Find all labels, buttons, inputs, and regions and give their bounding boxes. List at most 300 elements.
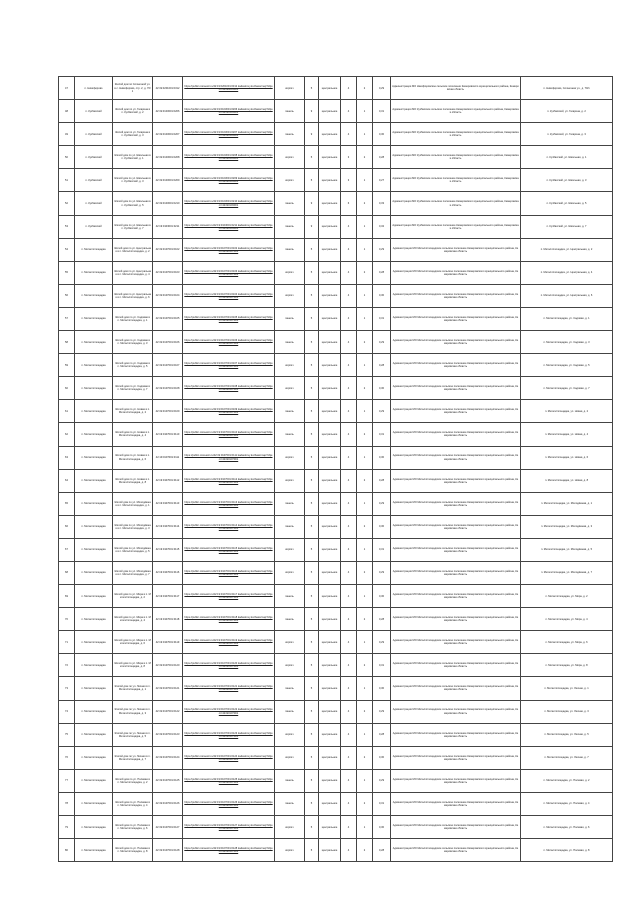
table-row [59, 561, 613, 584]
cadastral-number-cell: 42:19:0107001:0115 [153, 538, 183, 561]
table-row [59, 816, 613, 839]
wall-material-cell: кирпич [275, 654, 305, 677]
map-link-cell[interactable]: https://public.rosreestr.ru/42:19:0103001:0206 kadastrovy.kuzbass/map?object=42190103001 [183, 100, 275, 123]
apartments-cell: 2 [357, 700, 373, 723]
map-link-cell[interactable]: https://public.rosreestr.ru/42:19:0107001:0118 kadastrovy.kuzbass/map?object=42190107001 [183, 608, 275, 631]
heating-type-cell: центральное [319, 377, 341, 400]
entrances-cell: 3 [341, 169, 357, 192]
cadastral-number-cell: 42:19:0201001:0312 [153, 77, 183, 100]
responsible-organization-cell: Администрация МО Металлплощадское сельское поселение Кемеровского муниципального района, Кемеровская область [391, 723, 521, 746]
settlement-cell: п. Металлплощадка [75, 238, 113, 261]
cadastral-number-cell: 42:19:0107001:0103 [153, 261, 183, 284]
wear-ratio-cell: 0,28 [373, 261, 391, 284]
table-row [59, 169, 613, 192]
row-number-cell: 57 [59, 307, 75, 330]
entrances-cell: 3 [341, 146, 357, 169]
settlement-cell: п. Металлплощадка [75, 423, 113, 446]
cadastral-number-cell: 42:19:0107001:0106 [153, 331, 183, 354]
apartments-cell: 2 [357, 331, 373, 354]
building-description-cell: Жилой дом по ул. Школьная в п. Кузбасский, д. 7 [113, 215, 153, 238]
map-link-cell[interactable]: https://public.rosreestr.ru/42:19:0107001:0109 kadastrovy.kuzbass/map?object=42190107001 [183, 400, 275, 423]
building-description-cell: Жилой дом по ул. Мира в п. Металлплощадка, д. 8 [113, 654, 153, 677]
settlement-cell: п. Металлплощадка [75, 354, 113, 377]
responsible-organization-cell: Администрация МО Кузбасское сельское поселение Кемеровского муниципального района, Кемеровская область [391, 192, 521, 215]
wall-material-cell: панель [275, 515, 305, 538]
row-number-cell: 48 [59, 100, 75, 123]
apartments-cell: 2 [357, 377, 373, 400]
entrances-cell: 4 [341, 469, 357, 492]
wall-material-cell: панель [275, 677, 305, 700]
building-description-cell: Жилой дом по ул. Молодёжная в п. Металлплощадка, д. 1 [113, 492, 153, 515]
wear-ratio-cell: 0,29 [373, 769, 391, 792]
heating-type-cell: центральное [319, 331, 341, 354]
heating-type-cell: центральное [319, 561, 341, 584]
responsible-organization-cell: Администрация МО Никифоровское сельское поселение Кемеровского муниципального района, Кемеровская область [391, 77, 521, 100]
wear-ratio-cell: 0,29 [373, 492, 391, 515]
settlement-cell: п. Металлплощадка [75, 469, 113, 492]
map-link-cell[interactable]: https://public.rosreestr.ru/42:19:0107001:0105 kadastrovy.kuzbass/map?object=42190107001 [183, 307, 275, 330]
cadastral-number-cell: 42:19:0107001:0126 [153, 792, 183, 815]
map-link-cell[interactable]: https://public.rosreestr.ru/42:19:0107001:0122 kadastrovy.kuzbass/map?object=42190107001 [183, 700, 275, 723]
responsible-organization-cell: Администрация МО Металлплощадское сельское поселение Кемеровского муниципального района, Кемеровская область [391, 284, 521, 307]
table-row [59, 492, 613, 515]
building-description-cell: Жилой дом по ул. Лесная в п. Металлплощадка, д. 5 [113, 723, 153, 746]
entrances-cell: 4 [341, 261, 357, 284]
apartments-cell: 2 [357, 515, 373, 538]
floors-cell: 5 [305, 746, 319, 769]
map-link-cell[interactable]: https://public.rosreestr.ru/42:19:0107001:0123 kadastrovy.kuzbass/map?object=42190107001 [183, 723, 275, 746]
row-number-cell: 65 [59, 492, 75, 515]
heating-type-cell: центральное [319, 839, 341, 862]
map-link-cell[interactable]: https://public.rosreestr.ru/42:19:0107001:0104 kadastrovy.kuzbass/map?object=42190107001 [183, 284, 275, 307]
floors-cell: 5 [305, 723, 319, 746]
apartments-cell: 2 [357, 746, 373, 769]
row-number-cell: 66 [59, 515, 75, 538]
row-number-cell: 60 [59, 377, 75, 400]
settlement-cell: п. Металлплощадка [75, 585, 113, 608]
cadastral-number-cell: 42:19:0107001:0102 [153, 238, 183, 261]
responsible-organization-cell: Администрация МО Металлплощадское сельское поселение Кемеровского муниципального района, Кемеровская область [391, 400, 521, 423]
table-row [59, 608, 613, 631]
address-cell: п. Металлплощадка, ул. Полевая, д. 6 [521, 816, 613, 839]
row-number-cell: 62 [59, 423, 75, 446]
building-description-cell: Жилой дом по ул. Молодёжная в п. Металлплощадка, д. 7 [113, 561, 153, 584]
wear-ratio-cell: 0,29 [373, 77, 391, 100]
cadastral-number-cell: 42:19:0107001:0109 [153, 400, 183, 423]
settlement-cell: п. Металлплощадка [75, 331, 113, 354]
row-number-cell: 64 [59, 469, 75, 492]
map-link-cell[interactable]: https://public.rosreestr.ru/42:19:0107001:0119 kadastrovy.kuzbass/map?object=42190107001 [183, 631, 275, 654]
heating-type-cell: центральное [319, 100, 341, 123]
map-link-cell[interactable]: https://public.rosreestr.ru/42:19:0201001:0312 kadastrovy.kuzbass/map?object=42190201001 [183, 77, 275, 100]
address-cell: п. Кузбасский, ул. Школьная, д. 7 [521, 215, 613, 238]
address-cell: п. Металлплощадка, ул. Лесная, д. 5 [521, 723, 613, 746]
row-number-cell: 68 [59, 561, 75, 584]
address-cell: п. Металлплощадка, ул. Молодёжная, д. 7 [521, 561, 613, 584]
responsible-organization-cell: Администрация МО Металлплощадское сельское поселение Кемеровского муниципального района, Кемеровская область [391, 700, 521, 723]
wall-material-cell: панель [275, 238, 305, 261]
cadastral-number-cell: 42:19:0107001:0119 [153, 631, 183, 654]
wear-ratio-cell: 0,29 [373, 700, 391, 723]
map-link-cell[interactable]: https://public.rosreestr.ru/42:19:0107001:0115 kadastrovy.kuzbass/map?object=42190107001 [183, 538, 275, 561]
wall-material-cell: кирпич [275, 746, 305, 769]
entrances-cell: 4 [341, 77, 357, 100]
floors-cell: 5 [305, 446, 319, 469]
wall-material-cell: кирпич [275, 261, 305, 284]
building-description-cell: Жилой дом по ул. Гагарина в п. Кузбасский, д. 3 [113, 123, 153, 146]
settlement-cell: п. Металлплощадка [75, 700, 113, 723]
wall-material-cell: панель [275, 400, 305, 423]
address-cell: п. Металлплощадка, ул. Молодёжная, д. 3 [521, 515, 613, 538]
heating-type-cell: центральное [319, 215, 341, 238]
map-link-cell[interactable]: https://public.rosreestr.ru/42:19:0107001:0110 kadastrovy.kuzbass/map?object=42190107001 [183, 423, 275, 446]
address-cell: п. Кузбасский, ул. Гагарина, д. 2 [521, 100, 613, 123]
map-link-cell[interactable]: https://public.rosreestr.ru/42:19:0107001:0125 kadastrovy.kuzbass/map?object=42190107001 [183, 769, 275, 792]
cadastral-number-cell: 42:19:0103001:0206 [153, 100, 183, 123]
entrances-cell: 4 [341, 631, 357, 654]
wall-material-cell: кирпич [275, 284, 305, 307]
cadastral-number-cell: 42:19:0107001:0127 [153, 816, 183, 839]
floors-cell: 5 [305, 284, 319, 307]
address-cell: п. Металлплощадка, ул. Мира, д. 8 [521, 654, 613, 677]
apartments-cell: 1 [357, 400, 373, 423]
map-link-cell[interactable]: https://public.rosreestr.ru/42:19:0107001:0127 kadastrovy.kuzbass/map?object=42190107001 [183, 816, 275, 839]
map-link-cell[interactable]: https://public.rosreestr.ru/42:19:0107001:0117 kadastrovy.kuzbass/map?object=42190107001 [183, 585, 275, 608]
heating-type-cell: центральное [319, 816, 341, 839]
table-row [59, 423, 613, 446]
wall-material-cell: кирпич [275, 377, 305, 400]
apartments-cell: 1 [357, 238, 373, 261]
entrances-cell: 4 [341, 492, 357, 515]
responsible-organization-cell: Администрация МО Металлплощадское сельское поселение Кемеровского муниципального района, Кемеровская область [391, 585, 521, 608]
heating-type-cell: центральное [319, 631, 341, 654]
floors-cell: 9 [305, 215, 319, 238]
table-row [59, 77, 613, 100]
map-link-cell[interactable]: https://public.rosreestr.ru/42:19:0107001:0126 kadastrovy.kuzbass/map?object=42190107001 [183, 792, 275, 815]
floors-cell: 5 [305, 77, 319, 100]
wear-ratio-cell: 0,28 [373, 608, 391, 631]
building-description-cell: Жилой дом по ул. Садовая в п. Металлплощадка, д. 1 [113, 307, 153, 330]
wall-material-cell: панель [275, 215, 305, 238]
table-row [59, 654, 613, 677]
entrances-cell: 4 [341, 561, 357, 584]
cadastral-number-cell: 42:19:0103001:0210 [153, 192, 183, 215]
responsible-organization-cell: Администрация МО Металлплощадское сельское поселение Кемеровского муниципального района, Кемеровская область [391, 839, 521, 862]
floors-cell: 9 [305, 123, 319, 146]
map-link-cell[interactable]: https://public.rosreestr.ru/42:19:0107001:0107 kadastrovy.kuzbass/map?object=42190107001 [183, 354, 275, 377]
row-number-cell: 63 [59, 446, 75, 469]
wear-ratio-cell: 0,30 [373, 377, 391, 400]
row-number-cell: 69 [59, 585, 75, 608]
map-link-cell[interactable]: https://public.rosreestr.ru/42:19:0107001:0113 kadastrovy.kuzbass/map?object=42190107001 [183, 492, 275, 515]
wear-ratio-cell: 0,28 [373, 723, 391, 746]
heating-type-cell: центральное [319, 469, 341, 492]
entrances-cell: 4 [341, 123, 357, 146]
map-link-cell[interactable]: https://public.rosreestr.ru/42:19:0107001:0121 kadastrovy.kuzbass/map?object=42190107001 [183, 677, 275, 700]
settlement-cell: п. Металлплощадка [75, 307, 113, 330]
apartments-cell: 1 [357, 215, 373, 238]
wear-ratio-cell: 0,28 [373, 146, 391, 169]
map-link-cell[interactable]: https://public.rosreestr.ru/42:19:0103001:0210 kadastrovy.kuzbass/map?object=42190103001 [183, 192, 275, 215]
cadastral-number-cell: 42:19:0103001:0209 [153, 169, 183, 192]
responsible-organization-cell: Администрация МО Металлплощадское сельское поселение Кемеровского муниципального района, Кемеровская область [391, 792, 521, 815]
responsible-organization-cell: Администрация МО Металлплощадское сельское поселение Кемеровского муниципального района, Кемеровская область [391, 377, 521, 400]
responsible-organization-cell: Администрация МО Металлплощадское сельское поселение Кемеровского муниципального района, Кемеровская область [391, 746, 521, 769]
floors-cell: 5 [305, 492, 319, 515]
entrances-cell: 4 [341, 400, 357, 423]
building-description-cell: Жилой дом по ул. Полевая в п. Металлплощадка, д. 8 [113, 839, 153, 862]
row-number-cell: 78 [59, 792, 75, 815]
address-cell: п. Металлплощадка, ул. Центральная, д. 2 [521, 238, 613, 261]
map-link-cell[interactable]: https://public.rosreestr.ru/42:19:0107001:0114 kadastrovy.kuzbass/map?object=42190107001 [183, 515, 275, 538]
responsible-organization-cell: Администрация МО Металлплощадское сельское поселение Кемеровского муниципального района, Кемеровская область [391, 331, 521, 354]
map-link-cell[interactable]: https://public.rosreestr.ru/42:19:0107001:0120 kadastrovy.kuzbass/map?object=42190107001 [183, 654, 275, 677]
heating-type-cell: центральное [319, 608, 341, 631]
address-cell: п. Металлплощадка, ул. Новая, д. 6 [521, 446, 613, 469]
building-description-cell: Жилой дом по ул. Новая в п. Металлплощадка, д. 6 [113, 446, 153, 469]
table-row [59, 261, 613, 284]
responsible-organization-cell: Администрация МО Металлплощадское сельское поселение Кемеровского муниципального района, Кемеровская область [391, 492, 521, 515]
row-number-cell: 70 [59, 608, 75, 631]
entrances-cell: 4 [341, 723, 357, 746]
settlement-cell: п. Металлплощадка [75, 654, 113, 677]
apartments-cell: 1 [357, 492, 373, 515]
wall-material-cell: панель [275, 192, 305, 215]
wear-ratio-cell: 0,28 [373, 469, 391, 492]
wall-material-cell: панель [275, 585, 305, 608]
cadastral-number-cell: 42:19:0107001:0122 [153, 700, 183, 723]
address-cell: п. Кузбасский, ул. Школьная, д. 1 [521, 146, 613, 169]
wear-ratio-cell: 0,27 [373, 169, 391, 192]
table-row [59, 538, 613, 561]
map-link-cell[interactable]: https://public.rosreestr.ru/42:19:0107001:0116 kadastrovy.kuzbass/map?object=42190107001 [183, 561, 275, 584]
floors-cell: 5 [305, 354, 319, 377]
floors-cell: 9 [305, 100, 319, 123]
address-cell: п. Металлплощадка, ул. Мира, д. 4 [521, 608, 613, 631]
cadastral-number-cell: 42:19:0107001:0104 [153, 284, 183, 307]
heating-type-cell: центральное [319, 423, 341, 446]
wear-ratio-cell: 0,30 [373, 746, 391, 769]
apartments-cell: 1 [357, 446, 373, 469]
floors-cell: 9 [305, 192, 319, 215]
heating-type-cell: центральное [319, 585, 341, 608]
heating-type-cell: центральное [319, 654, 341, 677]
map-link-cell[interactable]: https://public.rosreestr.ru/42:19:0103001:0207 kadastrovy.kuzbass/map?object=42190103001 [183, 123, 275, 146]
heating-type-cell: центральное [319, 307, 341, 330]
address-cell: п. Металлплощадка, ул. Новая, д. 8 [521, 469, 613, 492]
building-description-cell: Жилой дом по ул. Центральная в п. Металлплощадка, д. 6 [113, 284, 153, 307]
entrances-cell: 4 [341, 677, 357, 700]
wear-ratio-cell: 0,30 [373, 515, 391, 538]
heating-type-cell: центральное [319, 146, 341, 169]
responsible-organization-cell: Администрация МО Металлплощадское сельское поселение Кемеровского муниципального района, Кемеровская область [391, 469, 521, 492]
cadastral-number-cell: 42:19:0107001:0125 [153, 769, 183, 792]
settlement-cell: п. Металлплощадка [75, 446, 113, 469]
entrances-cell: 6 [341, 192, 357, 215]
apartments-cell: 1 [357, 354, 373, 377]
entrances-cell: 4 [341, 515, 357, 538]
apartments-cell: 1 [357, 631, 373, 654]
address-cell: п. Металлплощадка, ул. Полевая, д. 8 [521, 839, 613, 862]
apartments-cell: 1 [357, 123, 373, 146]
building-description-cell: Жилой дом по ул. Лесная в п. Металлплощадка, д. 3 [113, 700, 153, 723]
map-link-cell[interactable]: https://public.rosreestr.ru/42:19:0107001:0106 kadastrovy.kuzbass/map?object=42190107001 [183, 331, 275, 354]
floors-cell: 5 [305, 423, 319, 446]
apartments-cell: 1 [357, 100, 373, 123]
responsible-organization-cell: Администрация МО Металлплощадское сельское поселение Кемеровского муниципального района, Кемеровская область [391, 816, 521, 839]
wear-ratio-cell: 0,31 [373, 792, 391, 815]
cadastral-number-cell: 42:19:0107001:0123 [153, 723, 183, 746]
floors-cell: 5 [305, 792, 319, 815]
responsible-organization-cell: Администрация МО Металлплощадское сельское поселение Кемеровского муниципального района, Кемеровская область [391, 238, 521, 261]
wear-ratio-cell: 0,31 [373, 538, 391, 561]
building-description-cell: Жилой дом по ул. Полевая в п. Металлплощадка, д. 4 [113, 792, 153, 815]
heating-type-cell: центральное [319, 123, 341, 146]
wear-ratio-cell: 0,30 [373, 284, 391, 307]
cadastral-number-cell: 42:19:0107001:0117 [153, 585, 183, 608]
address-cell: п. Металлплощадка, ул. Садовая, д. 7 [521, 377, 613, 400]
map-link-cell[interactable]: https://public.rosreestr.ru/42:19:0107001:0102 kadastrovy.kuzbass/map?object=42190107001 [183, 238, 275, 261]
row-number-cell: 52 [59, 192, 75, 215]
table-row [59, 307, 613, 330]
address-cell: п. Металлплощадка, ул. Молодёжная, д. 5 [521, 538, 613, 561]
responsible-organization-cell: Администрация МО Металлплощадское сельское поселение Кемеровского муниципального района, Кемеровская область [391, 631, 521, 654]
row-number-cell: 54 [59, 238, 75, 261]
wear-ratio-cell: 0,33 [373, 192, 391, 215]
map-link-cell[interactable]: https://public.rosreestr.ru/42:19:0107001:0112 kadastrovy.kuzbass/map?object=42190107001 [183, 469, 275, 492]
responsible-organization-cell: Администрация МО Кузбасское сельское поселение Кемеровского муниципального района, Кемеровская область [391, 215, 521, 238]
wear-ratio-cell: 0,31 [373, 423, 391, 446]
heating-type-cell: центральное [319, 446, 341, 469]
address-cell: п. Металлплощадка, ул. Садовая, д. 5 [521, 354, 613, 377]
entrances-cell: 4 [341, 377, 357, 400]
cadastral-number-cell: 42:19:0107001:0118 [153, 608, 183, 631]
map-link-cell[interactable]: https://public.rosreestr.ru/42:19:0107001:0103 kadastrovy.kuzbass/map?object=42190107001 [183, 261, 275, 284]
wall-material-cell: кирпич [275, 723, 305, 746]
settlement-cell: п. Металлплощадка [75, 792, 113, 815]
wall-material-cell: кирпич [275, 146, 305, 169]
row-number-cell: 73 [59, 677, 75, 700]
map-link-cell[interactable]: https://public.rosreestr.ru/42:19:0107001:0111 kadastrovy.kuzbass/map?object=42190107001 [183, 446, 275, 469]
heating-type-cell: центральное [319, 700, 341, 723]
cadastral-number-cell: 42:19:0107001:0113 [153, 492, 183, 515]
table-row [59, 515, 613, 538]
wall-material-cell: кирпич [275, 631, 305, 654]
heating-type-cell: центральное [319, 284, 341, 307]
building-description-cell: Жилой дом по ул. Мира в п. Металлплощадка, д. 6 [113, 631, 153, 654]
building-description-cell: Жилой дом по ул. Центральная в п. Металлплощадка, д. 4 [113, 261, 153, 284]
settlement-cell: п. Металлплощадка [75, 492, 113, 515]
row-number-cell: 72 [59, 654, 75, 677]
row-number-cell: 53 [59, 215, 75, 238]
map-link-cell[interactable]: https://public.rosreestr.ru/42:19:0103001:0209 kadastrovy.kuzbass/map?object=42190103001 [183, 169, 275, 192]
table-row [59, 354, 613, 377]
building-description-cell: Жилой дом по ул. Центральная в п. Металлплощадка, д. 2 [113, 238, 153, 261]
responsible-organization-cell: Администрация МО Металлплощадское сельское поселение Кемеровского муниципального района, Кемеровская область [391, 354, 521, 377]
apartments-cell: 1 [357, 723, 373, 746]
map-link-cell[interactable]: https://public.rosreestr.ru/42:19:0103001:0208 kadastrovy.kuzbass/map?object=42190103001 [183, 146, 275, 169]
row-number-cell: 76 [59, 746, 75, 769]
entrances-cell: 4 [341, 839, 357, 862]
wall-material-cell: кирпич [275, 839, 305, 862]
row-number-cell: 50 [59, 146, 75, 169]
floors-cell: 5 [305, 561, 319, 584]
table-row [59, 446, 613, 469]
table-row [59, 746, 613, 769]
settlement-cell: п. Кузбасский [75, 146, 113, 169]
building-description-cell: Жилой дом по ул. Школьная в п. Кузбасский, д. 5 [113, 192, 153, 215]
floors-cell: 5 [305, 169, 319, 192]
responsible-organization-cell: Администрация МО Металлплощадское сельское поселение Кемеровского муниципального района, Кемеровская область [391, 515, 521, 538]
table-row [59, 723, 613, 746]
map-link-cell[interactable]: https://public.rosreestr.ru/42:19:0107001:0128 kadastrovy.kuzbass/map?object=42190107001 [183, 839, 275, 862]
entrances-cell: 4 [341, 654, 357, 677]
heating-type-cell: центральное [319, 77, 341, 100]
map-link-cell[interactable]: https://public.rosreestr.ru/42:19:0107001:0124 kadastrovy.kuzbass/map?object=42190107001 [183, 746, 275, 769]
entrances-cell: 4 [341, 100, 357, 123]
floors-cell: 5 [305, 585, 319, 608]
wear-ratio-cell: 0,31 [373, 100, 391, 123]
wear-ratio-cell: 0,30 [373, 123, 391, 146]
floors-cell: 5 [305, 839, 319, 862]
building-description-cell: Жилой дом по ул. Лесная в п. Металлплощадка, д. 1 [113, 677, 153, 700]
map-link-cell[interactable]: https://public.rosreestr.ru/42:19:0107001:0108 kadastrovy.kuzbass/map?object=42190107001 [183, 377, 275, 400]
floors-cell: 5 [305, 146, 319, 169]
apartments-cell: 1 [357, 677, 373, 700]
row-number-cell: 61 [59, 400, 75, 423]
responsible-organization-cell: Администрация МО Кузбасское сельское поселение Кемеровского муниципального района, Кемеровская область [391, 169, 521, 192]
address-cell: п. Металлплощадка, ул. Мира, д. 2 [521, 585, 613, 608]
heating-type-cell: центральное [319, 261, 341, 284]
table-row [59, 284, 613, 307]
row-number-cell: 75 [59, 723, 75, 746]
row-number-cell: 79 [59, 816, 75, 839]
heating-type-cell: центральное [319, 792, 341, 815]
table-row [59, 631, 613, 654]
entrances-cell: 4 [341, 538, 357, 561]
building-description-cell: Жилой дом по ул. Мира в п. Металлплощадка, д. 4 [113, 608, 153, 631]
address-cell: п. Кузбасский, ул. Школьная, д. 5 [521, 192, 613, 215]
row-number-cell: 67 [59, 538, 75, 561]
building-description-cell: Жилой дом по Солнечной ул. в с. Никифорово, стр. 2, д. 70/1 [113, 77, 153, 100]
building-description-cell: Жилой дом по ул. Лесная в п. Металлплощадка, д. 7 [113, 746, 153, 769]
apartments-cell: 1 [357, 769, 373, 792]
wear-ratio-cell: 0,30 [373, 677, 391, 700]
entrances-cell: 4 [341, 238, 357, 261]
cadastral-number-cell: 42:19:0107001:0128 [153, 839, 183, 862]
settlement-cell: п. Кузбасский [75, 123, 113, 146]
wear-ratio-cell: 0,29 [373, 238, 391, 261]
map-link-cell[interactable]: https://public.rosreestr.ru/42:19:0103001:0211 kadastrovy.kuzbass/map?object=42190103001 [183, 215, 275, 238]
apartments-cell: 2 [357, 146, 373, 169]
settlement-cell: п. Металлплощадка [75, 538, 113, 561]
wear-ratio-cell: 0,29 [373, 400, 391, 423]
wear-ratio-cell: 0,31 [373, 654, 391, 677]
responsible-organization-cell: Администрация МО Металлплощадское сельское поселение Кемеровского муниципального района, Кемеровская область [391, 261, 521, 284]
apartments-cell: 1 [357, 816, 373, 839]
table-row [59, 100, 613, 123]
heating-type-cell: центральное [319, 169, 341, 192]
address-cell: п. Металлплощадка, ул. Новая, д. 4 [521, 423, 613, 446]
floors-cell: 5 [305, 377, 319, 400]
settlement-cell: п. Металлплощадка [75, 377, 113, 400]
row-number-cell: 56 [59, 284, 75, 307]
table-row [59, 215, 613, 238]
building-description-cell: Жилой дом по ул. Новая в п. Металлплощадка, д. 8 [113, 469, 153, 492]
address-cell: п. Металлплощадка, ул. Садовая, д. 1 [521, 307, 613, 330]
wall-material-cell: панель [275, 100, 305, 123]
table-row [59, 146, 613, 169]
